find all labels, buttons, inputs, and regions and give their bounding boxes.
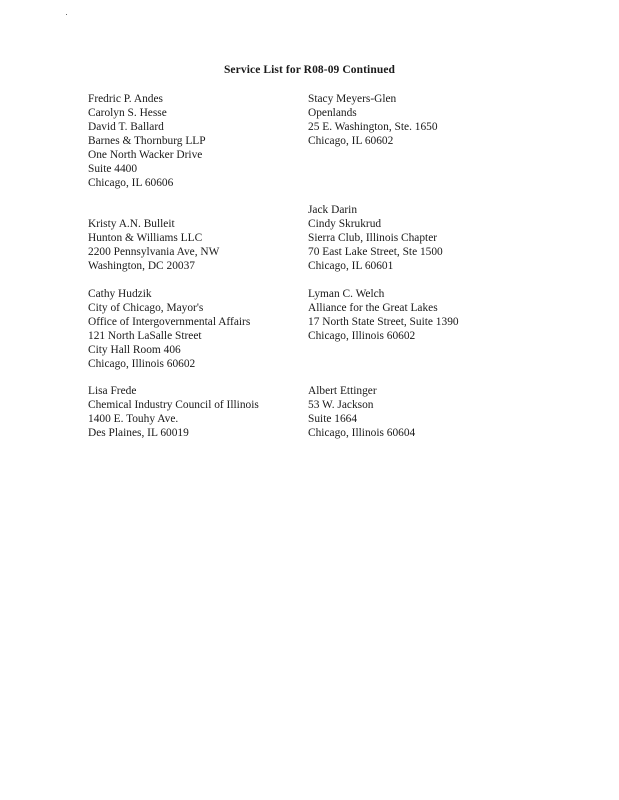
service-entry-hudzik [88, 287, 250, 371]
scan-speck [66, 14, 67, 15]
entry-line: Chicago, Illinois 60604 [308, 427, 416, 439]
entry-line: Office of Intergovernmental Affairs [88, 316, 251, 328]
entry-line: Stacy Meyers-Glen [308, 93, 397, 105]
service-entry-bulleit [88, 217, 219, 273]
entry-line: City of Chicago, Mayor's [88, 302, 204, 314]
entry-line: Chicago, IL 60606 [88, 177, 174, 189]
entry-line: 53 W. Jackson [308, 399, 374, 411]
entry-line: Suite 1664 [308, 413, 358, 425]
entry-line: Albert Ettinger [308, 385, 377, 397]
service-entry-meyers-glen [308, 92, 438, 148]
entry-line: 70 East Lake Street, Ste 1500 [308, 246, 443, 258]
entry-line: Chicago, Illinois 60602 [308, 330, 416, 342]
entry-line: Chicago, IL 60602 [308, 135, 394, 147]
entry-line: Chemical Industry Council of Illinois [88, 399, 259, 411]
entry-line: Cathy Hudzik [88, 288, 152, 300]
service-entry-ettinger [308, 384, 415, 440]
entry-line: 121 North LaSalle Street [88, 330, 202, 342]
entry-line: 17 North State Street, Suite 1390 [308, 316, 459, 328]
entry-line: Suite 4400 [88, 163, 138, 175]
entry-line: Barnes & Thornburg LLP [88, 135, 206, 147]
entry-line: Fredric P. Andes [88, 93, 163, 105]
service-entry-welch [308, 287, 459, 343]
service-entry-frede [88, 384, 259, 440]
entry-line: Chicago, IL 60601 [308, 260, 394, 272]
entry-line: Lyman C. Welch [308, 288, 385, 300]
entry-line: Openlands [308, 107, 357, 119]
entry-line: Sierra Club, Illinois Chapter [308, 232, 438, 244]
entry-line: Hunton & Williams LLC [88, 232, 203, 244]
entry-line: One North Wacker Drive [88, 149, 203, 161]
entry-line: David T. Ballard [88, 121, 164, 133]
service-entry-darin [308, 203, 443, 273]
entry-line: Jack Darin [308, 204, 358, 216]
entry-line: Chicago, Illinois 60602 [88, 358, 196, 370]
entry-line: Cindy Skrukrud [308, 218, 382, 230]
entry-line: 25 E. Washington, Ste. 1650 [308, 121, 438, 133]
entry-line: 1400 E. Touhy Ave. [88, 413, 179, 425]
entry-line: 2200 Pennsylvania Ave, NW [88, 246, 220, 258]
entry-line: Alliance for the Great Lakes [308, 302, 438, 314]
page-title: Service List for R08-09 Continued [223, 64, 396, 76]
service-entry-andes [88, 92, 206, 190]
entry-line: Des Plaines, IL 60019 [88, 427, 189, 439]
entry-line: Kristy A.N. Bulleit [88, 218, 175, 230]
entry-line: City Hall Room 406 [88, 344, 181, 356]
entry-line: Carolyn S. Hesse [88, 107, 167, 119]
entry-line: Lisa Frede [88, 385, 137, 397]
entry-line: Washington, DC 20037 [88, 260, 195, 272]
